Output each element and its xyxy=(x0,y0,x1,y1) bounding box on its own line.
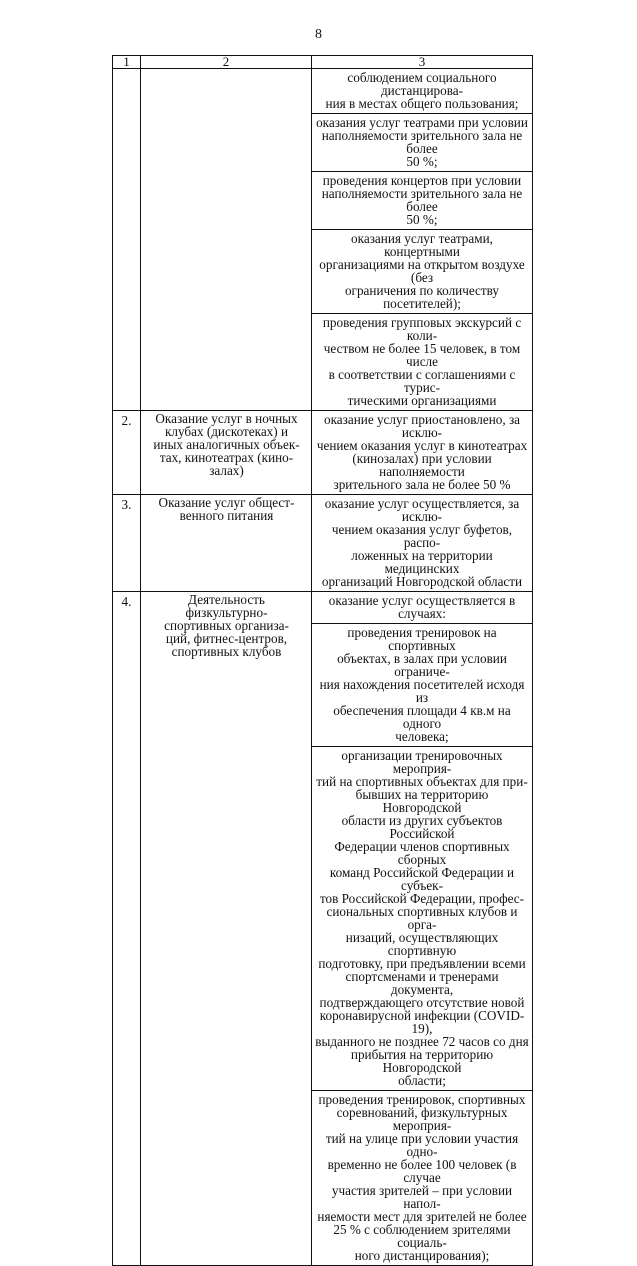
condition-paragraph: проведения тренировок, спортивных соревнований, физкультурных мероприя- тий на улице при условии участия одно- временно не более 100 человек (в случае участия зрителей – при условии напол- няемости мест для зрителей не более 25 % с соблюдением зрителями социаль- ного дистанцирования); xyxy=(312,1090,532,1265)
table-row xyxy=(113,411,533,495)
conditions-cell xyxy=(312,411,533,495)
table-row xyxy=(113,495,533,592)
header-cell-3: 3 xyxy=(312,56,533,69)
measures-table xyxy=(112,55,533,1266)
activity-name: Оказание услуг в ночных клубах (дискотеках) и иных аналогичных объек- тах, кинотеатрах (кино- залах) xyxy=(141,411,312,495)
condition-paragraph: соблюдением социального дистанцирова- ния в местах общего пользования; xyxy=(325,70,519,111)
table-row xyxy=(113,592,533,1266)
table-header-row xyxy=(113,56,533,69)
activity-name: Деятельность физкультурно- спортивных организа- ций, фитнес-центров, спортивных клубов xyxy=(141,592,312,1266)
condition-paragraph: проведения концертов при условии наполняемости зрительного зала не более 50 %; xyxy=(312,171,532,229)
page-number: 8 xyxy=(315,27,322,42)
condition-paragraph: организации тренировочных мероприя- тий на спортивных объектах для при- бывших на территорию Новгородской области из других субъектов Российской Федерации членов спортивных сборных команд Российской Федерации и субъек- тов Российской Федерации, профес- сиональных спортивных клубов и орга- низаций, осуществляющих спортивную подготовку, при предъявлении всеми спортсменами и тренерами документа, подтверждающего отсутствие новой коронавирусной инфекции (COVID-19), выданного не позднее 72 часов со дня прибытия на территорию Новгородской области; xyxy=(312,746,532,1090)
condition-paragraph: проведения групповых экскурсий с коли- чеством не более 15 человек, в том числе в соответствии с соглашениями с турис- тическими организациями xyxy=(312,313,532,410)
row-number: 4. xyxy=(113,592,141,1266)
row-number: 2. xyxy=(113,411,141,495)
conditions-cell xyxy=(312,592,533,1266)
row-number xyxy=(113,69,141,411)
header-cell-1: 1 xyxy=(113,56,141,69)
activity-name xyxy=(141,69,312,411)
conditions-cell xyxy=(312,495,533,592)
condition-paragraph: проведения тренировок на спортивных объектах, в залах при условии ограниче- ния нахождения посетителей исходя из обеспечения площади 4 кв.м на одного человека; xyxy=(312,623,532,746)
condition-paragraph: оказание услуг осуществляется в случаях: xyxy=(328,593,516,621)
condition-paragraph: оказание услуг приостановлено, за исклю- чением оказания услуг в кинотеатрах (кинозалах) при условии наполняемости зрительного зала не более 50 % xyxy=(316,412,528,492)
header-cell-2: 2 xyxy=(141,56,312,69)
table-row-continuation xyxy=(113,69,533,411)
row-number: 3. xyxy=(113,495,141,592)
condition-paragraph: оказания услуг театрами, концертными организациями на открытом воздухе (без ограничения по количеству посетителей); xyxy=(312,229,532,313)
conditions-cell xyxy=(312,69,533,411)
condition-paragraph: оказание услуг осуществляется, за исклю- чением оказания услуг буфетов, распо- ложенных на территории медицинских организаций Новгородской области xyxy=(321,496,523,589)
condition-paragraph: оказания услуг театрами при условии наполняемости зрительного зала не более 50 %; xyxy=(312,113,532,171)
activity-name: Оказание услуг общест- венного питания xyxy=(141,495,312,592)
